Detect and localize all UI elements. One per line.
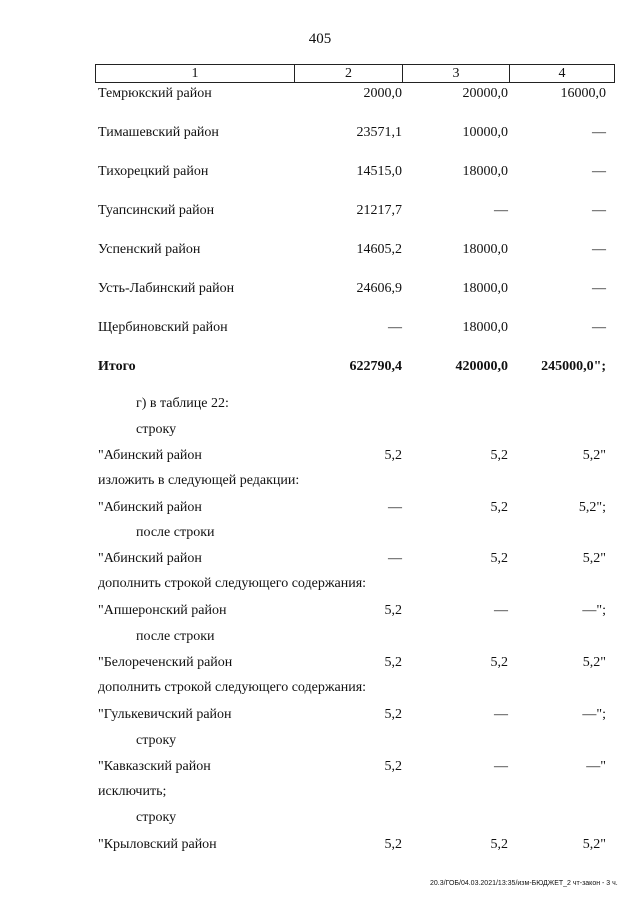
- row-col-3: —: [494, 707, 508, 722]
- amendment-row: [0, 601, 640, 621]
- row-name: Тимашевский район: [98, 125, 219, 140]
- row-name: "Абинский район: [98, 448, 202, 463]
- table-row: [0, 162, 640, 182]
- amendment-row: [0, 705, 640, 725]
- row-name: "Гулькевичский район: [98, 707, 232, 722]
- amendment-row: [0, 498, 640, 518]
- total-col-3: 420000,0: [455, 359, 508, 374]
- row-col-2: 5,2: [384, 837, 402, 852]
- amendment-row: [0, 835, 640, 855]
- row-col-3: 18000,0: [462, 164, 508, 179]
- amendment-row: [0, 446, 640, 466]
- row-name: "Крыловский район: [98, 837, 217, 852]
- table-header: [95, 64, 615, 83]
- row-col-2: 5,2: [384, 655, 402, 670]
- row-col-4: —: [592, 125, 606, 140]
- row-name: "Белореченский район: [98, 655, 233, 670]
- amendment-text: строку: [136, 810, 177, 825]
- row-name: Тихорецкий район: [98, 164, 209, 179]
- header-col-3: 3: [403, 65, 510, 82]
- row-col-4: 5,2": [582, 837, 606, 852]
- row-col-2: 21217,7: [356, 203, 402, 218]
- row-name: Успенский район: [98, 242, 201, 257]
- amendment-text: дополнить строкой следующего содержания:: [98, 680, 367, 695]
- row-col-3: 5,2: [490, 655, 508, 670]
- amendment-text: строку: [136, 733, 177, 748]
- row-col-3: 20000,0: [462, 86, 508, 101]
- row-col-3: 18000,0: [462, 281, 508, 296]
- total-col-4: 245000,0";: [541, 359, 606, 374]
- amendment-text: изложить в следующей редакции:: [98, 473, 300, 488]
- header-col-4: 4: [558, 66, 566, 81]
- row-col-4: —: [592, 320, 606, 335]
- row-col-4: —";: [582, 603, 606, 618]
- amendment-text: после строки: [136, 629, 215, 644]
- row-col-3: 5,2: [490, 448, 508, 463]
- header-col-2: 2: [295, 65, 403, 82]
- row-col-2: 14605,2: [356, 242, 402, 257]
- table-row: [0, 240, 640, 260]
- row-col-4: 5,2": [582, 448, 606, 463]
- row-col-3: 18000,0: [462, 242, 508, 257]
- row-col-3: 18000,0: [462, 320, 508, 335]
- row-col-4: 5,2";: [578, 500, 606, 515]
- row-col-4: 5,2": [582, 655, 606, 670]
- table-row: [0, 318, 640, 338]
- row-col-4: 16000,0: [560, 86, 606, 101]
- row-col-2: 5,2: [384, 603, 402, 618]
- row-col-3: 5,2: [490, 500, 508, 515]
- row-col-3: —: [494, 759, 508, 774]
- table-row: [0, 84, 640, 104]
- row-name: Усть-Лабинский район: [98, 281, 235, 296]
- row-col-3: 5,2: [490, 837, 508, 852]
- row-name: Туапсинский район: [98, 203, 215, 218]
- amendment-text: после строки: [136, 525, 215, 540]
- table-row: [0, 279, 640, 299]
- table-row: [0, 201, 640, 221]
- row-col-4: —: [592, 203, 606, 218]
- total-col-2: 622790,4: [349, 359, 402, 374]
- row-name: "Абинский район: [98, 500, 202, 515]
- amendment-text: дополнить строкой следующего содержания:: [98, 576, 367, 591]
- table-row: [0, 123, 640, 143]
- row-col-4: 5,2": [582, 551, 606, 566]
- row-col-4: —: [592, 281, 606, 296]
- amendment-row: [0, 757, 640, 777]
- row-col-2: 5,2: [384, 707, 402, 722]
- amendment-text: строку: [136, 422, 177, 437]
- total-label: Итого: [98, 359, 136, 374]
- row-col-3: —: [494, 603, 508, 618]
- row-name: "Кавказский район: [98, 759, 211, 774]
- amendment-row: [0, 653, 640, 673]
- row-col-2: —: [388, 320, 402, 335]
- row-col-2: 5,2: [384, 448, 402, 463]
- row-col-2: 23571,1: [356, 125, 402, 140]
- row-col-4: —: [592, 242, 606, 257]
- row-name: Щербиновский район: [98, 320, 228, 335]
- page-number: 405: [308, 31, 332, 47]
- row-col-4: —";: [582, 707, 606, 722]
- row-col-3: —: [494, 203, 508, 218]
- amendment-text: исключить;: [98, 784, 167, 799]
- row-col-2: 14515,0: [356, 164, 402, 179]
- row-name: "Апшеронский район: [98, 603, 227, 618]
- row-name: Темрюкский район: [98, 86, 212, 101]
- document-footer: 20.3/ГОБ/04.03.2021/13:35/изм-БЮДЖЕТ_2 чт-закон - 3 ч.: [430, 880, 618, 887]
- header-col-1: 1: [96, 65, 295, 82]
- row-col-2: 5,2: [384, 759, 402, 774]
- row-name: "Абинский район: [98, 551, 202, 566]
- row-col-3: 5,2: [490, 551, 508, 566]
- row-col-2: —: [388, 500, 402, 515]
- amendment-row: [0, 549, 640, 569]
- row-col-3: 10000,0: [462, 125, 508, 140]
- row-col-2: —: [388, 551, 402, 566]
- row-col-4: —: [592, 164, 606, 179]
- row-col-2: 2000,0: [363, 86, 402, 101]
- row-col-2: 24606,9: [356, 281, 402, 296]
- amendment-text: г) в таблице 22:: [136, 396, 229, 411]
- total-row: [0, 357, 640, 377]
- row-col-4: —": [586, 759, 606, 774]
